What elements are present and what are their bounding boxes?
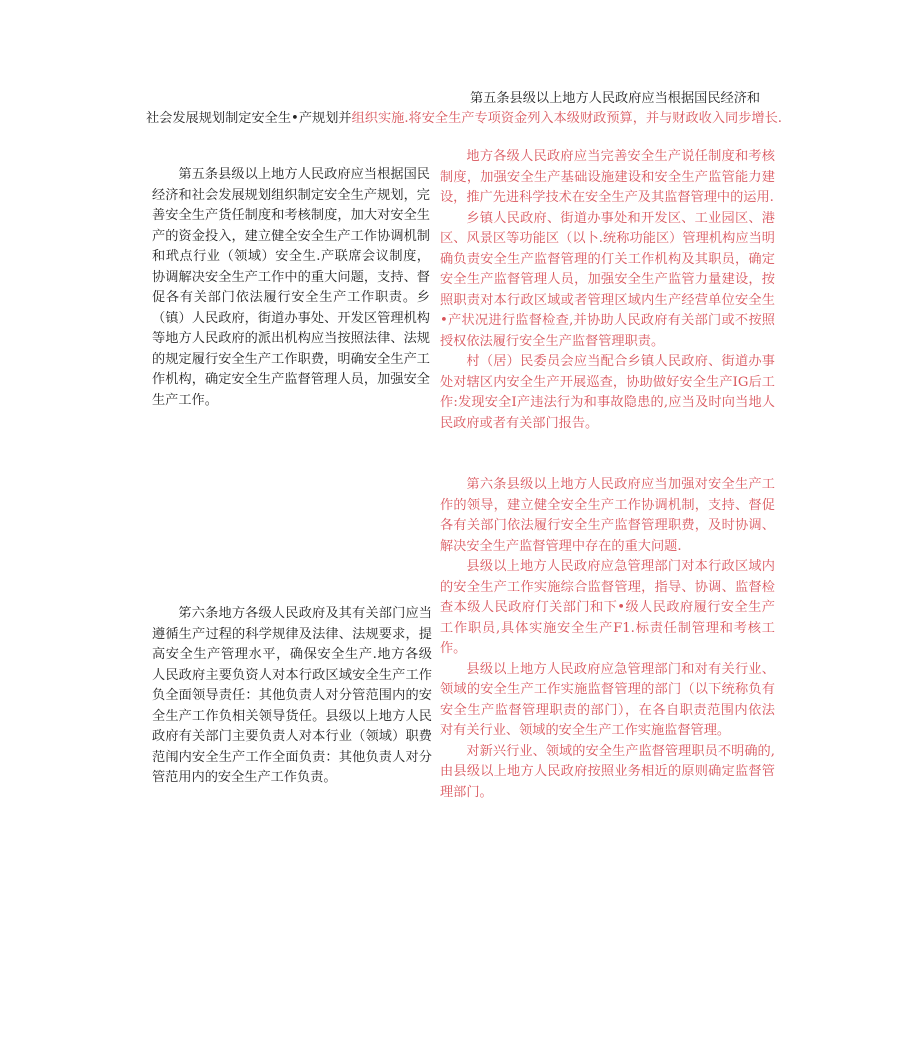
header-article5-line1: 第五条县级以上地方人民政府应当根据国民经济和	[470, 91, 761, 106]
header-article5-revision-text: 组织实施.将安全生产专项资金列入本级财政预算，并与财政收入同步增长.	[351, 111, 782, 126]
left-article5-paragraph: 第五条县级以上地方人民政府应当根据国民经济和社会发展规划组织制定安全生产规划，完善安全生产货任制度和考核制度，加大对安全生产的资金投入，建立健全安全生产工作协调机制和玳点行业（领域）安全生.产联席会议制度，协调解决安全生产工作中的重大问题，支持、督促各有关部门依法履行安全生产工作职责。乡（镇）人民政府，街道办事处、开发区管理机构等地方人民政府的派出机构应当按照法律、法规的规定履行安全生产工作职费，明确安全生产工作机构，确定安全生产监督管理人员，加强安全生产工作。	[152, 167, 430, 408]
left-article6-paragraph: 笫六条地方各级人民政府及其有关部门应当遵循生产过程的科学规律及法律、法规要求，提高安全生产管理水平，确保安全生产.地方各级人民政府主要负资人对本行政区域安全生产工作负全面领导责任：其他负责人对分管范围内的安全生产工作负相关领导货任。县级以上地方人民政府有关部门主要负责人对本行业（领域）职费范闱内安全生产工作全面负责：其他负责人对分管范用内的安全生产工作负责。	[152, 606, 432, 785]
header-article5-black-text: 社会发展规划制定安全生•产规划并	[146, 111, 352, 126]
right-paragraph-emergency-dept: 县级以上地方人民政府应急管理部门对本行政区域内的安全生产工作实施综合监督管理，指导、协调、监督检查本级人民政府仃关部门和下•级人民政府履行安全生产工作职员,具体实施安全生产F1.标责任制管理和考核工作。	[440, 559, 775, 656]
right-paragraph-supervising-depts: 县级以上地方人民政府应急管理部门和对有关行业、领域的安全生产工作实施监督管理的部门（以下统称负有安全生产监督管理职责的部门），在各自职责范围内依法对有关行业、领域的安全生产工作实施监督管理。	[440, 661, 775, 738]
right-paragraph-township: 乡镇人民政府、街道办事处和开发区、工业园区、港区、风景区等功能区（以卜.统称功能区）管理机构应当明确负责安全生产监督管理的仃关工作机构及其职员，确定安全生产监督管理人员，加强安全生产监管力量建设，按照职责对本行政区域或者管理区域内生产经营单位安全生•产状况进行监督检查,并协助人民政府有关部门或不按照授权依法履行安全生产监督管理职责。	[440, 210, 775, 349]
right-paragraph-responsibility: 地方各级人民政府应当完善安全生产说任制度和考核制度，加强安全生产基础设施建设和安全生产监管能力建设，推广先进科学技术在安全生产及其监督管理中的运用.	[440, 149, 775, 205]
header-article5-line2	[146, 109, 786, 130]
paragraph-gap	[440, 434, 775, 475]
right-revision-column	[440, 147, 775, 803]
right-paragraph-village: 村（居）民委员会应当配合乡镇人民政府、街道办事处对辖区内安全生产开展巡查，协助做好安全生产IG后工作:发现安全I产违法行为和事故隐患的,应当及时向当地人民政府或者有关部门报告。	[440, 354, 775, 431]
right-paragraph-article6: 第六条县级以上地方人民政府应当加强对安全生产工作的领导，建立健全安全生产工作协调机制，支持、督促各有关部门依法履行安全生产监督管理职费，及时协调、解决安全生产监督管理中存在的重大问题.	[440, 477, 775, 554]
right-paragraph-new-industries: 对新兴行业、领域的安全生产监督管理职员不明确的,由县级以上地方人民政府按照业务相近的原则确定监督管理部门。	[440, 743, 775, 800]
